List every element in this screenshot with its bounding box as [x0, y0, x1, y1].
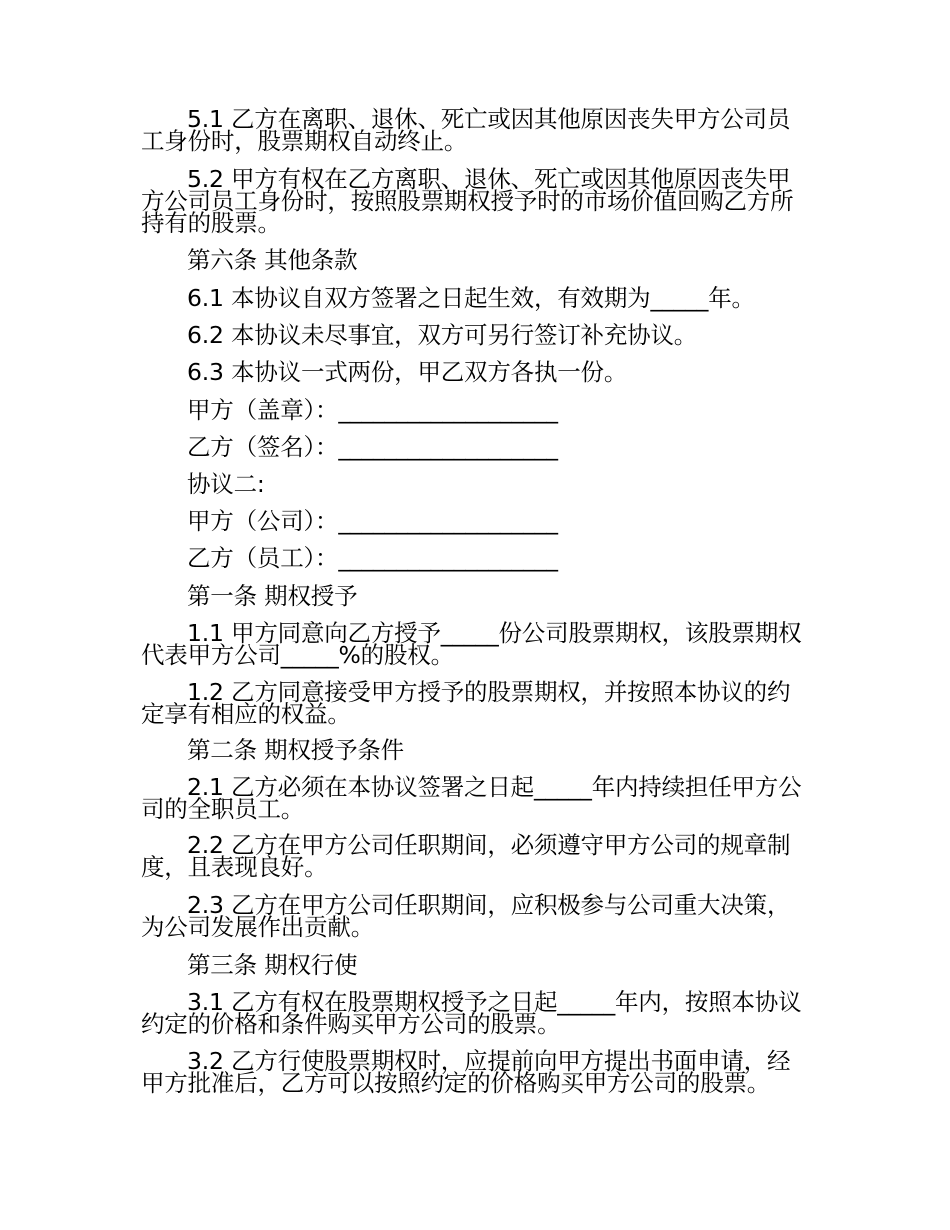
clause-2-3: 2.3 乙方在甲方公司任职期间，应积极参与公司重大决策，为公司发展作出贡献。: [141, 891, 791, 941]
article-2-heading: 第二条 期权授予条件: [187, 736, 404, 764]
article-1-heading: 第一条 期权授予: [187, 582, 358, 610]
party-b-signature-line: 乙方（签名）：___________________: [187, 433, 558, 461]
party-b-employee-line: 乙方（员工）：___________________: [187, 544, 558, 572]
clause-3-1: 3.1 乙方有权在股票期权授予之日起_____年内，按照本协议约定的价格和条件购买甲方公司的股票。: [141, 988, 802, 1038]
clause-2-1: 2.1 乙方必须在本协议签署之日起_____年内持续担任甲方公司的全职员工。: [141, 773, 802, 823]
clause-1-1: 1.1 甲方同意向乙方授予_____份公司股票期权，该股票期权代表甲方公司_____%的股权。: [141, 619, 802, 669]
agreement-two-heading: 协议二:: [187, 470, 265, 498]
clause-2-2: 2.2 乙方在甲方公司任职期间，必须遵守甲方公司的规章制度，且表现良好。: [141, 831, 791, 881]
article-6-heading: 第六条 其他条款: [187, 246, 358, 274]
clause-6-2: 6.2 本协议未尽事宜，双方可另行签订补充协议。: [187, 321, 698, 349]
party-a-seal-line: 甲方（盖章）：___________________: [187, 396, 558, 424]
article-3-heading: 第三条 期权行使: [187, 951, 358, 979]
clause-5-1: 5.1 乙方在离职、退休、死亡或因其他原因丧失甲方公司员工身份时，股票期权自动终止。: [141, 105, 791, 155]
party-a-company-line: 甲方（公司）：___________________: [187, 507, 558, 535]
clause-1-2: 1.2 乙方同意接受甲方授予的股票期权，并按照本协议的约定享有相应的权益。: [141, 678, 791, 728]
clause-5-2: 5.2 甲方有权在乙方离职、退休、死亡或因其他原因丧失甲方公司员工身份时，按照股票期权授予时的市场价值回购乙方所持有的股票。: [141, 165, 794, 237]
clause-3-2: 3.2 乙方行使股票期权时，应提前向甲方提出书面申请，经甲方批准后，乙方可以按照约定的价格购买甲方公司的股票。: [141, 1047, 791, 1097]
clause-6-1: 6.1 本协议自双方签署之日起生效，有效期为_____年。: [187, 284, 755, 312]
clause-6-3: 6.3 本协议一式两份，甲乙双方各执一份。: [187, 358, 628, 386]
